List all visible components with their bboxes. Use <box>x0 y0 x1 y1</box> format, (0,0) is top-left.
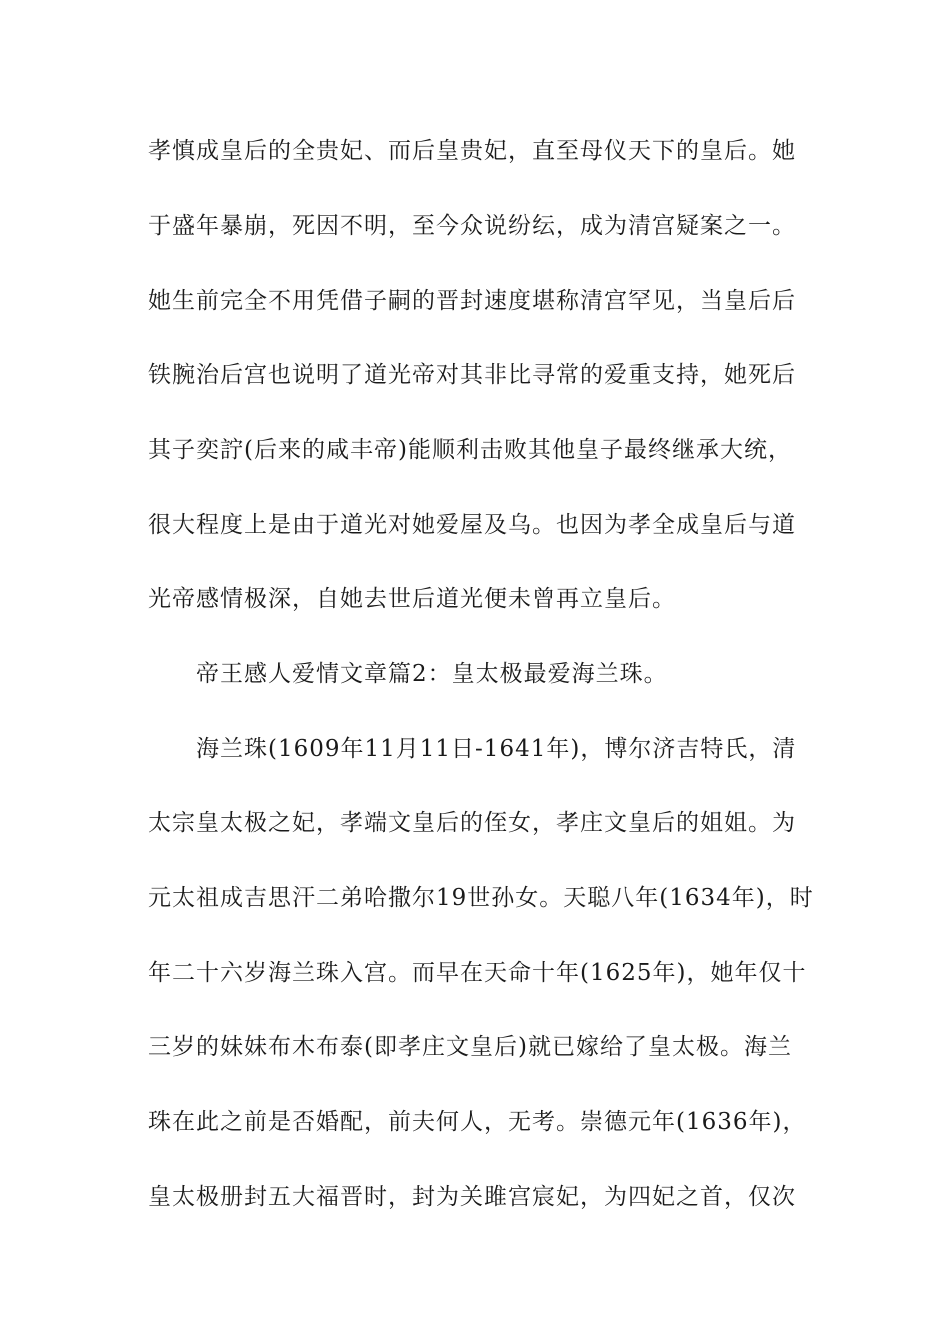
text-line: 铁腕治后宫也说明了道光帝对其非比寻常的爱重支持，她死后 <box>148 362 796 388</box>
text-line: 皇太极册封五大福晋时，封为关雎宫宸妃，为四妃之首，仅次 <box>148 1184 796 1210</box>
section-heading: 帝王感人爱情文章篇2：皇太极最爱海兰珠。 <box>196 661 668 687</box>
text-line: 珠在此之前是否婚配，前夫何人，无考。崇德元年(1636年)， <box>148 1109 807 1135</box>
text-line: 三岁的妹妹布木布泰(即孝庄文皇后)就已嫁给了皇太极。海兰 <box>148 1034 792 1060</box>
text-line: 年二十六岁海兰珠入宫。而早在天命十年(1625年)，她年仅十 <box>148 960 807 986</box>
text-line: 很大程度上是由于道光对她爱屋及乌。也因为孝全成皇后与道 <box>148 512 796 538</box>
text-line: 光帝感情极深，自她去世后道光便未曾再立皇后。 <box>148 586 676 612</box>
text-line: 太宗皇太极之妃，孝端文皇后的侄女，孝庄文皇后的姐姐。为 <box>148 810 796 836</box>
text-line: 于盛年暴崩，死因不明，至今众说纷纭，成为清宫疑案之一。 <box>148 213 796 239</box>
text-line: 其子奕詝(后来的咸丰帝)能顺利击败其他皇子最终继承大统， <box>148 437 792 463</box>
text-line: 她生前完全不用凭借子嗣的晋封速度堪称清宫罕见，当皇后后 <box>148 288 796 314</box>
paragraph-first-line: 海兰珠(1609年11月11日-1641年)，博尔济吉特氏，清 <box>196 736 797 762</box>
text-line: 孝慎成皇后的全贵妃、而后皇贵妃，直至母仪天下的皇后。她 <box>148 138 796 164</box>
text-line: 元太祖成吉思汗二弟哈撒尔19世孙女。天聪八年(1634年)，时 <box>148 885 814 911</box>
